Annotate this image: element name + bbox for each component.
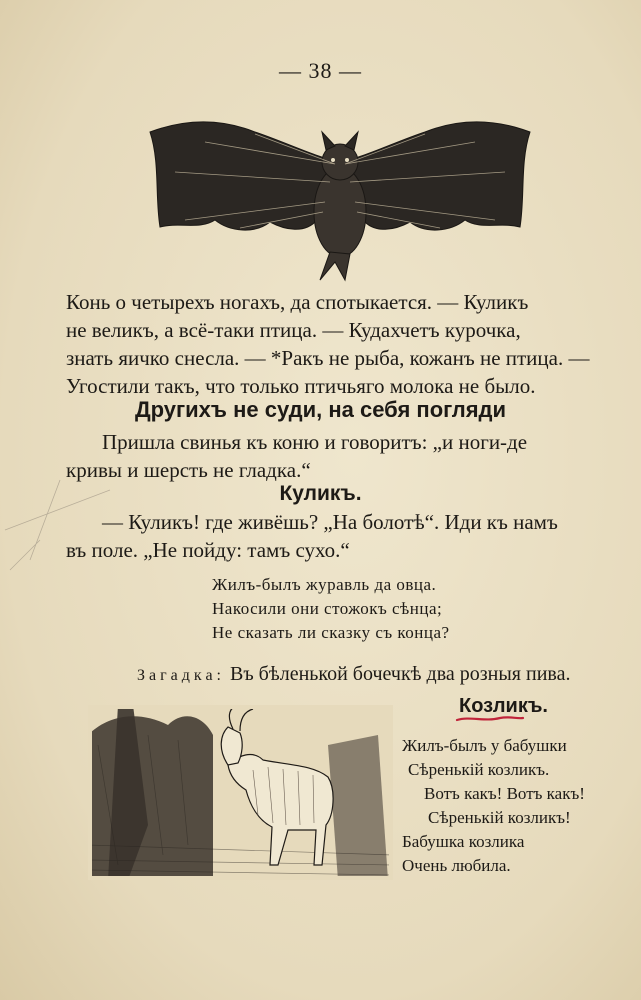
verse-line: Жилъ-былъ у бабушки [402, 736, 567, 755]
pig-fable-paragraph [66, 428, 628, 484]
verse-line: Сѣренькій козликъ! [428, 808, 571, 827]
page-number: — 38 — [279, 58, 362, 83]
text-line: не великъ, а всё-таки птица. — Кудахчетъ курочка, [66, 318, 521, 342]
bat-illustration [145, 102, 535, 287]
verse-line: Накосили они стожокъ сѣнца; [212, 599, 443, 618]
text-line: — Куликъ! где живёшь? „На болотѣ“. Иди къ намъ [102, 510, 558, 534]
text-line: Угостили такъ, что только птичьяго молока не было. [66, 374, 536, 398]
text-line: кривы и шерсть не гладка.“ [66, 458, 311, 482]
heading-proverb: Другихъ не суди, на себя погляди [134, 397, 507, 422]
heading-goat: Козликъ. [459, 695, 548, 717]
text-line: въ поле. „Не пойду: тамъ сухо.“ [66, 538, 350, 562]
verse-line: Не сказать ли сказку съ конца? [212, 623, 450, 642]
verse-line: Сѣренькій козликъ. [408, 760, 550, 779]
crane-verse [212, 573, 450, 645]
text-line: Конь о четырехъ ногахъ, да спотыкается. — Куликъ [66, 290, 529, 314]
kulik-dialog-paragraph [66, 508, 628, 564]
text-line: знать яичко снесла. — *Ракъ не рыба, кожанъ не птица. — [66, 346, 590, 370]
riddle [137, 663, 570, 686]
verse-line: Бабушка козлика [402, 832, 525, 851]
riddle-label: Загадка: [137, 667, 225, 684]
text-line: Пришла свинья къ коню и говоритъ: „и ноги-де [102, 430, 528, 454]
verse-line: Жилъ-былъ журавль да овца. [212, 575, 437, 594]
red-pencil-underline [455, 715, 525, 723]
goat-illustration [88, 705, 393, 880]
heading-kulik: Куликъ. [279, 482, 362, 505]
proverbs-paragraph [66, 288, 628, 400]
riddle-text: Въ бѣленькой бочечкѣ два розныя пива. [230, 663, 571, 685]
goat-verse [402, 734, 585, 878]
pencil-mark [0, 470, 120, 580]
verse-line: Вотъ какъ! Вотъ какъ! [424, 784, 585, 803]
verse-line: Очень любила. [402, 856, 511, 875]
